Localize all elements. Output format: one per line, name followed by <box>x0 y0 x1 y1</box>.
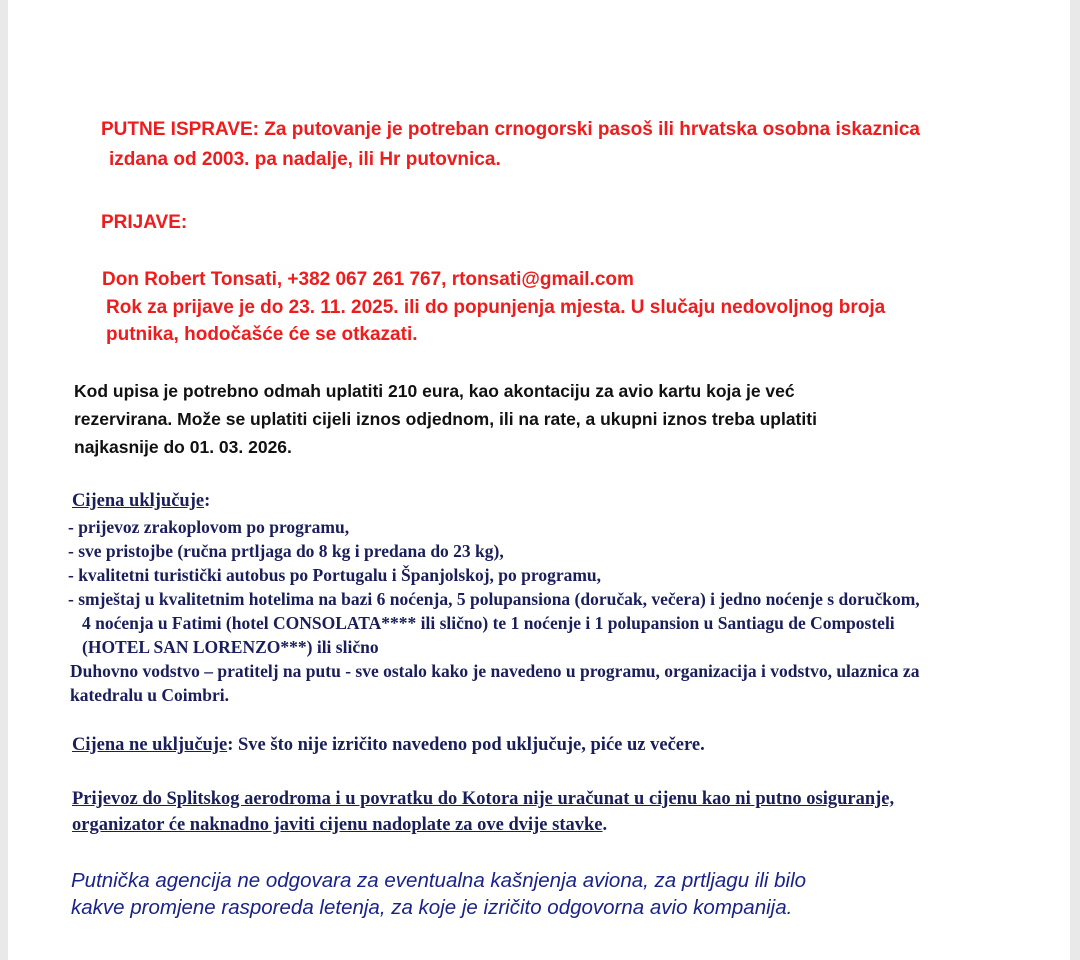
included-item-accommodation-line-2: 4 noćenja u Fatimi (hotel CONSOLATA**** ili slično) te 1 noćenje i 1 polupansion u Santiagu de Composteli <box>82 613 895 633</box>
included-item-flight: - prijevoz zrakoplovom po programu, <box>68 517 350 537</box>
price-includes-colon: : <box>204 491 211 511</box>
transfer-note-period: . <box>602 815 608 835</box>
travel-documents-line-1 <box>101 116 920 143</box>
included-guidance-line-1: Duhovno vodstvo – pratitelj na putu - sve ostalo kako je navedeno u programu, organizacija i vodstvo, ulaznica za <box>70 661 920 681</box>
included-item-bus: - kvalitetni turistički autobus po Portugalu i Španjolskoj, po programu, <box>68 565 602 585</box>
included-item-fees: - sve pristojbe (ručna prtljaga do 8 kg i predana do 23 kg), <box>68 541 504 561</box>
document-page <box>8 0 1070 960</box>
payment-line-2: rezervirana. Može se uplatiti cijeli iznos odjednom, ili na rate, a ukupni iznos treba uplatiti <box>74 409 817 429</box>
travel-documents-text: Za putovanje je potreban crnogorski pasoš ili hrvatska osobna iskaznica <box>264 119 920 140</box>
price-excludes-text: : Sve što nije izričito navedeno pod uključuje, piće uz večere. <box>227 735 705 755</box>
travel-documents-label: PUTNE ISPRAVE: <box>101 119 260 140</box>
transfer-note-line-2-text: organizator će naknadno javiti cijenu nadoplate za ove dvije stavke <box>72 815 603 835</box>
registration-heading: PRIJAVE: <box>101 212 188 233</box>
included-item-accommodation-line-3: (HOTEL SAN LORENZO***) ili slično <box>82 637 379 657</box>
transfer-note-line-1: Prijevoz do Splitskog aerodroma i u povratku do Kotora nije uračunat u cijenu kao ni putno osiguranje, <box>72 789 895 809</box>
price-includes-heading <box>72 490 210 514</box>
registration-contact: Don Robert Tonsati, +382 067 261 767, rtonsati@gmail.com <box>102 269 634 290</box>
disclaimer-line-2: kakve promjene rasporeda letenja, za koje je izričito odgovorna avio kompanija. <box>71 896 793 919</box>
price-excludes-heading: Cijena ne uključuje <box>72 735 228 755</box>
price-includes-heading-text: Cijena uključuje <box>72 491 205 511</box>
price-excludes <box>72 734 705 758</box>
payment-line-1: Kod upisa je potrebno odmah uplatiti 210 eura, kao akontaciju za avio kartu koja je već <box>74 381 795 401</box>
disclaimer-line-1: Putnička agencija ne odgovara za eventualna kašnjenja aviona, za prtljagu ili bilo <box>71 869 807 892</box>
included-item-accommodation-line-1: - smještaj u kvalitetnim hotelima na bazi 6 noćenja, 5 polupansiona (doručak, večera) i jedno noćenje s doručkom, <box>68 589 920 609</box>
travel-documents-line-2: izdana od 2003. pa nadalje, ili Hr putovnica. <box>109 149 501 170</box>
registration-deadline-line-2: putnika, hodočašće će se otkazati. <box>106 324 418 345</box>
transfer-note-line-2 <box>72 814 607 838</box>
payment-line-3: najkasnije do 01. 03. 2026. <box>74 437 292 457</box>
registration-deadline-line-1: Rok za prijave je do 23. 11. 2025. ili do popunjenja mjesta. U slučaju nedovoljnog broja <box>106 297 886 318</box>
included-guidance-line-2: katedralu u Coimbri. <box>70 685 229 705</box>
